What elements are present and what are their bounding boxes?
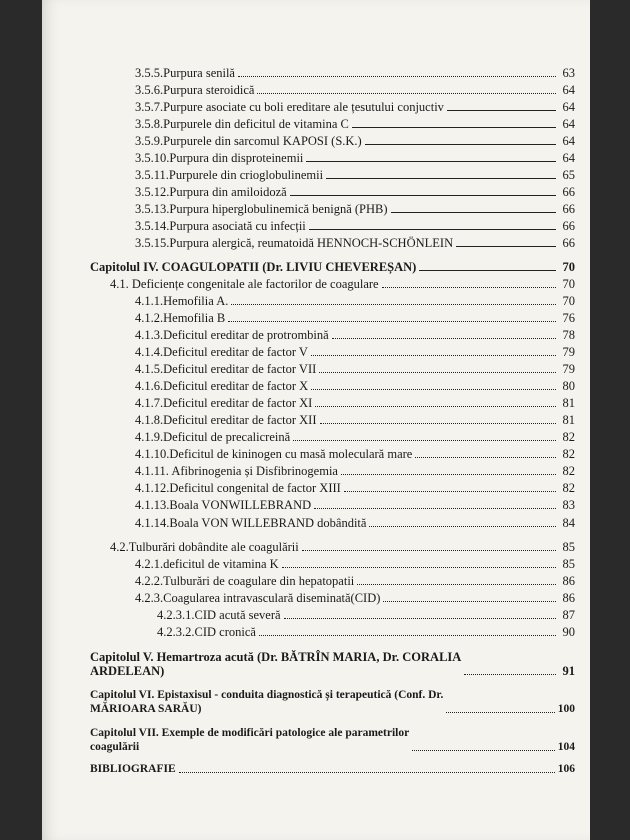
toc-entry-page: 79 — [562, 345, 575, 359]
toc-entry-page: 78 — [562, 328, 575, 342]
toc-entry-page: 106 — [557, 763, 575, 775]
toc-entry-title: 4.2.1.deficitul de vitamina K — [135, 557, 279, 571]
toc-entry-title: 3.5.6.Purpura steroidică — [135, 83, 255, 97]
toc-entry-page: 79 — [562, 362, 575, 376]
toc-entry-page: 82 — [562, 464, 575, 478]
toc-entry-title: BIBLIOGRAFIE — [90, 763, 176, 775]
toc-entry — [135, 591, 575, 605]
toc-entry-page: 85 — [562, 540, 575, 554]
toc-entry — [135, 574, 575, 588]
toc-entry — [135, 219, 575, 233]
toc-entry-title: Capitolul VI. Epistaxisul - conduita diagnostică și terapeutică (Conf. Dr. — [90, 689, 444, 701]
toc-entry-title: Capitolul IV. COAGULOPATII (Dr. LIVIU CHEVEREȘAN) — [90, 260, 417, 274]
toc-entry-page: 66 — [562, 202, 575, 216]
toc-entry — [135, 134, 575, 148]
toc-entry-title: 4.2.Tulburări dobândite ale coagulării — [110, 540, 299, 554]
toc-entry-title: 3.5.8.Purpurele din deficitul de vitamina C — [135, 117, 349, 131]
toc-chapter — [90, 726, 575, 754]
toc-entry-title: 3.5.12.Purpura din amiloidoză — [135, 185, 287, 199]
toc-entry — [110, 540, 575, 554]
toc-entry-title: 3.5.7.Purpure asociate cu boli ereditare ale țesutului conjuctiv — [135, 100, 444, 114]
toc-entry — [135, 413, 575, 427]
toc-entry-page: 104 — [557, 741, 575, 753]
toc-entry-page: 63 — [562, 66, 575, 80]
toc-entry — [135, 447, 575, 461]
toc-entry-title: 3.5.5.Purpura senilă — [135, 66, 235, 80]
toc-entry-title-cont: MĂRIOARA SARĂU) — [90, 703, 202, 715]
toc-entry-title: 3.5.11.Purpurele din crioglobulinemii — [135, 168, 324, 182]
toc-entry-title: 4.1.14.Boala VON WILLEBRAND dobândită — [135, 516, 367, 530]
toc-entry — [135, 151, 575, 165]
toc-entry-title: 3.5.14.Purpura asociată cu infecții — [135, 219, 306, 233]
toc-entry-title-cont: coagulării — [90, 741, 140, 753]
toc-entry — [135, 311, 575, 325]
toc-entry-page: 64 — [562, 100, 575, 114]
toc-entry — [135, 396, 575, 410]
toc-entry-title: 3.5.13.Purpura hiperglobulinemică benignă (PHB) — [135, 202, 388, 216]
toc-entry-title: 4.1. Deficiențe congenitale ale factorilor de coagulare — [110, 277, 379, 291]
toc-entry — [135, 328, 575, 342]
toc-entry-page: 87 — [562, 608, 575, 622]
toc-entry-page: 66 — [562, 185, 575, 199]
toc-entry-title: 4.1.8.Deficitul ereditar de factor XII — [135, 413, 317, 427]
toc-entry — [135, 168, 575, 182]
toc-entry-page: 76 — [562, 311, 575, 325]
toc-entry — [135, 516, 575, 530]
toc-entry-page: 70 — [562, 294, 575, 308]
toc-entry — [135, 83, 575, 97]
toc-entry-page: 83 — [562, 498, 575, 512]
toc-entry — [135, 362, 575, 376]
toc-entry-title: 4.1.6.Deficitul ereditar de factor X — [135, 379, 309, 393]
toc-entry — [135, 481, 575, 495]
toc-entry-title: 3.5.9.Purpurele din sarcomul KAPOSI (S.K.) — [135, 134, 362, 148]
toc-entry-title: 4.2.3.1.CID acută severă — [157, 608, 281, 622]
toc-entry-page: 86 — [562, 574, 575, 588]
toc-entry-page: 65 — [562, 168, 575, 182]
toc-chapter — [90, 762, 575, 776]
toc-entry-title: 4.1.2.Hemofilia B — [135, 311, 226, 325]
toc-entry-page: 84 — [562, 516, 575, 530]
toc-entry — [135, 557, 575, 571]
toc-entry-title: 4.1.11. Afibrinogenia și Disfibrinogemia — [135, 464, 338, 478]
toc-entry-title: 3.5.15.Purpura alergică, reumatoidă HENNOCH-SCHÖNLEIN — [135, 236, 454, 250]
toc-entry — [135, 345, 575, 359]
toc-entry-page: 81 — [562, 413, 575, 427]
toc-entry-title: 4.1.13.Boala VONWILLEBRAND — [135, 498, 312, 512]
toc-entry-title: Capitolul V. Hemartroza acută (Dr. BĂTRÎN MARIA, Dr. CORALIA — [90, 650, 462, 664]
toc-entry-title: 3.5.10.Purpura din disproteinemii — [135, 151, 304, 165]
toc-entry-title: 4.1.1.Hemofilia A. — [135, 294, 229, 308]
toc-chapter — [90, 688, 575, 716]
toc-entry — [135, 430, 575, 444]
toc-entry — [110, 277, 575, 291]
toc-entry-page: 70 — [562, 277, 575, 291]
toc-entry — [135, 202, 575, 216]
toc-entry-title: Capitolul VII. Exemple de modificări patologice ale parametrilor — [90, 727, 410, 739]
toc-entry-title: 4.1.12.Deficitul congenital de factor XIII — [135, 481, 341, 495]
toc-entry — [135, 464, 575, 478]
toc-entry-page: 81 — [562, 396, 575, 410]
table-of-contents — [42, 0, 590, 840]
toc-entry-page: 64 — [562, 151, 575, 165]
toc-entry-title: 4.2.3.2.CID cronică — [157, 625, 256, 639]
toc-entry-title: 4.1.3.Deficitul ereditar de protrombină — [135, 328, 329, 342]
toc-entry-title: 4.2.2.Tulburări de coagulare din hepatopatii — [135, 574, 355, 588]
toc-entry-page: 64 — [562, 117, 575, 131]
toc-entry — [135, 236, 575, 250]
toc-entry-title: 4.1.5.Deficitul ereditar de factor VII — [135, 362, 317, 376]
toc-entry-title: 4.1.9.Deficitul de precalicreină — [135, 430, 291, 444]
toc-entry-page: 82 — [562, 447, 575, 461]
toc-entry-title-cont: ARDELEAN) — [90, 664, 165, 678]
toc-entry — [135, 117, 575, 131]
toc-entry-page: 70 — [562, 260, 575, 274]
toc-entry-title: 4.1.4.Deficitul ereditar de factor V — [135, 345, 308, 359]
toc-entry-page: 86 — [562, 591, 575, 605]
book-page — [42, 0, 590, 840]
toc-entry — [157, 608, 575, 622]
toc-entry-page: 82 — [562, 430, 575, 444]
toc-entry-page: 64 — [562, 83, 575, 97]
toc-entry-page: 66 — [562, 236, 575, 250]
toc-entry-page: 85 — [562, 557, 575, 571]
toc-entry-page: 82 — [562, 481, 575, 495]
toc-entry-page: 64 — [562, 134, 575, 148]
toc-entry — [135, 185, 575, 199]
toc-entry — [135, 66, 575, 80]
toc-entry — [135, 294, 575, 308]
toc-entry-title: 4.2.3.Coagularea intravasculară diseminată(CID) — [135, 591, 381, 605]
toc-entry-page: 100 — [557, 703, 575, 715]
toc-entry — [135, 498, 575, 512]
toc-chapter — [90, 650, 575, 678]
toc-entry — [135, 100, 575, 114]
toc-entry-page: 66 — [562, 219, 575, 233]
toc-entry-title: 4.1.10.Deficitul de kininogen cu masă moleculară mare — [135, 447, 413, 461]
toc-entry-title: 4.1.7.Deficitul ereditar de factor XI — [135, 396, 313, 410]
toc-entry-page: 91 — [562, 664, 575, 678]
toc-entry-page: 80 — [562, 379, 575, 393]
toc-chapter — [90, 260, 575, 274]
toc-entry — [157, 625, 575, 639]
toc-entry-page: 90 — [562, 625, 575, 639]
toc-entry — [135, 379, 575, 393]
